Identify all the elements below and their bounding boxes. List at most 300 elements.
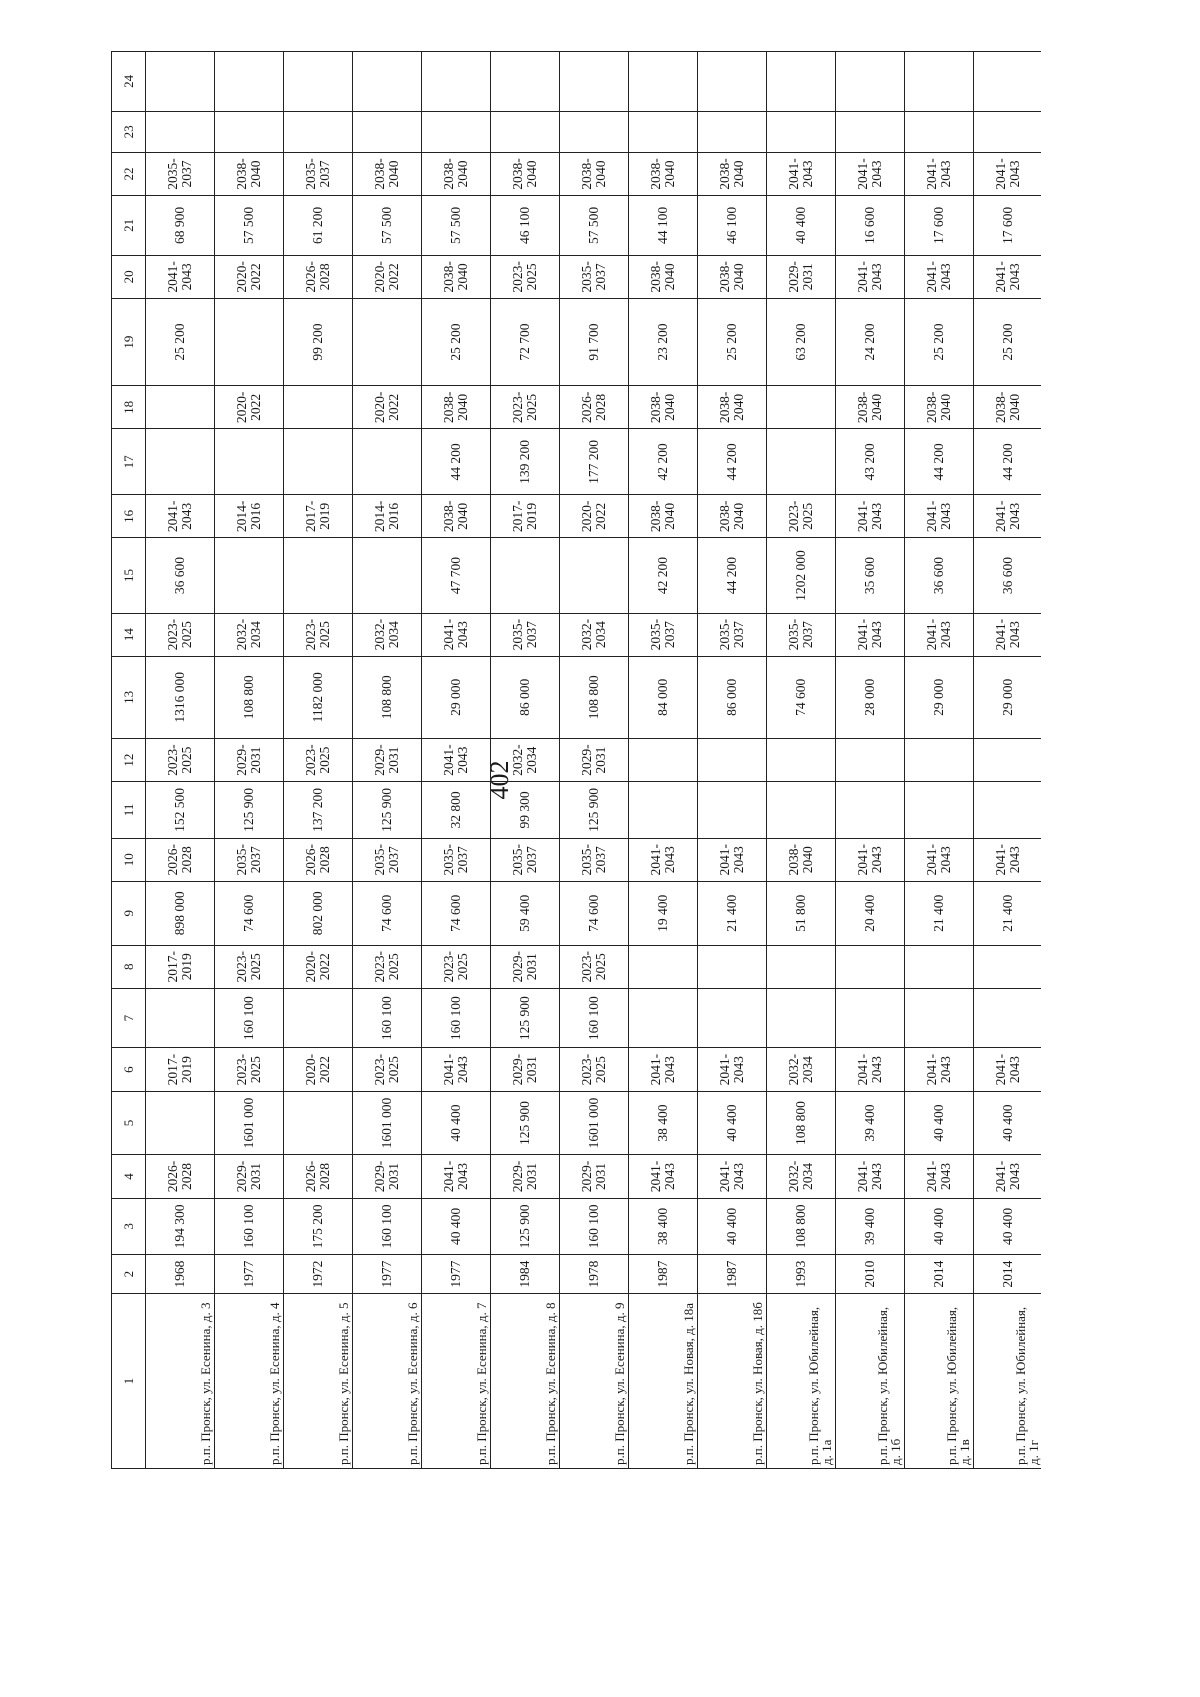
table-cell: 2023-2025 xyxy=(215,1048,284,1091)
table-cell: 2026-2028 xyxy=(146,1155,215,1198)
table-cell: 125 900 xyxy=(491,1198,560,1255)
table-cell xyxy=(215,538,284,613)
table-cell: 63 200 xyxy=(767,298,836,385)
table-cell: 2020-2022 xyxy=(215,255,284,298)
table-cell: 2038-2040 xyxy=(629,152,698,195)
column-number-row xyxy=(112,52,146,1469)
table-cell: 2029-2031 xyxy=(491,1048,560,1091)
table-cell: 29 000 xyxy=(422,656,491,738)
table-cell: 2020-2022 xyxy=(353,255,422,298)
table-cell: 36 600 xyxy=(905,538,974,613)
table-cell: 74 600 xyxy=(353,881,422,945)
table-cell: 2041-2043 xyxy=(836,613,905,656)
table-cell xyxy=(905,111,974,152)
table-cell: 2032-2034 xyxy=(767,1048,836,1091)
table-cell: 68 900 xyxy=(146,196,215,256)
table-cell: 2026-2028 xyxy=(146,838,215,881)
address-cell: р.п. Пронск, ул. Новая, д. 18а xyxy=(629,1294,698,1469)
table-cell: 43 200 xyxy=(836,429,905,495)
table-cell: 42 200 xyxy=(629,429,698,495)
table-cell: 44 100 xyxy=(629,196,698,256)
table-cell xyxy=(836,52,905,112)
table-cell: 125 900 xyxy=(215,782,284,839)
table-row xyxy=(560,52,629,1469)
table-cell: 2041-2043 xyxy=(905,1155,974,1198)
column-header-13: 13 xyxy=(112,656,146,738)
table-cell: 2038-2040 xyxy=(905,386,974,429)
table-cell: 2023-2025 xyxy=(215,945,284,988)
table-cell xyxy=(215,52,284,112)
table-cell: 2017-2019 xyxy=(146,945,215,988)
table-cell: 57 500 xyxy=(560,196,629,256)
table-cell: 194 300 xyxy=(146,1198,215,1255)
table-cell: 39 400 xyxy=(836,1091,905,1155)
table-cell xyxy=(353,111,422,152)
table-cell: 46 100 xyxy=(698,196,767,256)
table-cell: 2041-2043 xyxy=(422,1155,491,1198)
table-cell: 2029-2031 xyxy=(353,738,422,781)
table-cell: 2035-2037 xyxy=(767,613,836,656)
table-cell xyxy=(215,298,284,385)
table-cell: 160 100 xyxy=(215,1198,284,1255)
table-cell: 2035-2037 xyxy=(215,838,284,881)
column-header-19: 19 xyxy=(112,298,146,385)
table-cell: 125 900 xyxy=(491,1091,560,1155)
column-header-12: 12 xyxy=(112,738,146,781)
table-cell: 2026-2028 xyxy=(284,838,353,881)
table-cell xyxy=(767,988,836,1048)
table-cell: 19 400 xyxy=(629,881,698,945)
table-container xyxy=(111,51,1041,1469)
table-cell: 2029-2031 xyxy=(491,1155,560,1198)
table-cell xyxy=(629,52,698,112)
table-cell: 2035-2037 xyxy=(491,613,560,656)
table-cell: 2023-2025 xyxy=(491,386,560,429)
table-cell: 2032-2034 xyxy=(767,1155,836,1198)
table-cell: 2041-2043 xyxy=(905,1048,974,1091)
table-cell: 25 200 xyxy=(698,298,767,385)
address-cell: р.п. Пронск, ул. Есенина, д. 3 xyxy=(146,1294,215,1469)
table-cell: 2029-2031 xyxy=(560,1155,629,1198)
table-cell: 2038-2040 xyxy=(215,152,284,195)
table-cell xyxy=(146,111,215,152)
table-cell xyxy=(353,538,422,613)
table-cell: 2035-2037 xyxy=(284,152,353,195)
table-cell: 2032-2034 xyxy=(491,738,560,781)
table-cell xyxy=(905,945,974,988)
table-cell xyxy=(284,1091,353,1155)
table-cell xyxy=(491,52,560,112)
table-cell: 2038-2040 xyxy=(422,495,491,538)
table-header xyxy=(112,52,146,1469)
table-cell: 2041-2043 xyxy=(698,1048,767,1091)
table-cell xyxy=(422,111,491,152)
table-cell: 2032-2034 xyxy=(215,613,284,656)
table-cell: 2023-2025 xyxy=(422,945,491,988)
table-cell: 1987 xyxy=(629,1255,698,1294)
table-row xyxy=(284,52,353,1469)
table-cell: 2041-2043 xyxy=(905,255,974,298)
table-cell: 2026-2028 xyxy=(284,255,353,298)
table-cell: 2041-2043 xyxy=(629,1048,698,1091)
table-cell: 2035-2037 xyxy=(353,838,422,881)
column-header-16: 16 xyxy=(112,495,146,538)
table-cell: 2038-2040 xyxy=(422,152,491,195)
table-cell: 1968 xyxy=(146,1255,215,1294)
column-header-2: 2 xyxy=(112,1255,146,1294)
table-cell: 38 400 xyxy=(629,1091,698,1155)
table-cell: 2038-2040 xyxy=(767,838,836,881)
table-cell: 2041-2043 xyxy=(698,838,767,881)
table-cell: 2035-2037 xyxy=(698,613,767,656)
table-cell: 160 100 xyxy=(353,1198,422,1255)
table-cell: 2035-2037 xyxy=(560,838,629,881)
table-cell xyxy=(698,782,767,839)
table-cell: 99 200 xyxy=(284,298,353,385)
table-cell: 1601 000 xyxy=(215,1091,284,1155)
address-cell: р.п. Пронск, ул. Есенина, д. 5 xyxy=(284,1294,353,1469)
table-cell: 2041-2043 xyxy=(836,1048,905,1091)
rotated-table-frame xyxy=(111,51,1041,1469)
column-header-6: 6 xyxy=(112,1048,146,1091)
table-cell: 38 400 xyxy=(629,1198,698,1255)
column-header-9: 9 xyxy=(112,881,146,945)
table-cell xyxy=(767,782,836,839)
column-header-10: 10 xyxy=(112,838,146,881)
table-cell: 40 400 xyxy=(974,1198,1042,1255)
table-cell: 2041-2043 xyxy=(422,1048,491,1091)
table-cell: 16 600 xyxy=(836,196,905,256)
table-cell: 1601 000 xyxy=(353,1091,422,1155)
table-cell: 28 000 xyxy=(836,656,905,738)
page-number: 402 xyxy=(485,760,514,800)
table-cell: 25 200 xyxy=(146,298,215,385)
table-cell: 2020-2022 xyxy=(353,386,422,429)
table-cell xyxy=(215,111,284,152)
table-cell: 74 600 xyxy=(767,656,836,738)
table-cell: 17 600 xyxy=(905,196,974,256)
table-cell: 2020-2022 xyxy=(560,495,629,538)
table-cell: 86 000 xyxy=(491,656,560,738)
table-cell: 2038-2040 xyxy=(698,495,767,538)
table-cell: 2041-2043 xyxy=(767,152,836,195)
table-cell: 2038-2040 xyxy=(422,386,491,429)
table-cell: 2020-2022 xyxy=(284,1048,353,1091)
table-cell xyxy=(215,429,284,495)
table-cell: 2026-2028 xyxy=(560,386,629,429)
table-cell xyxy=(767,738,836,781)
table-cell: 74 600 xyxy=(215,881,284,945)
table-cell: 2038-2040 xyxy=(353,152,422,195)
table-cell: 35 600 xyxy=(836,538,905,613)
address-cell: р.п. Пронск, ул. Есенина, д. 7 xyxy=(422,1294,491,1469)
table-row xyxy=(491,52,560,1469)
table-cell: 137 200 xyxy=(284,782,353,839)
table-cell: 2041-2043 xyxy=(836,255,905,298)
table-cell: 2020-2022 xyxy=(284,945,353,988)
table-cell: 2023-2025 xyxy=(767,495,836,538)
column-header-22: 22 xyxy=(112,152,146,195)
table-cell: 2041-2043 xyxy=(146,495,215,538)
table-cell xyxy=(905,988,974,1048)
table-cell xyxy=(905,738,974,781)
table-cell: 2029-2031 xyxy=(491,945,560,988)
table-cell xyxy=(698,52,767,112)
table-cell xyxy=(284,52,353,112)
table-cell: 2041-2043 xyxy=(905,152,974,195)
table-cell xyxy=(146,1091,215,1155)
address-cell: р.п. Пронск, ул. Юбилейная, д. 1б xyxy=(836,1294,905,1469)
table-cell: 86 000 xyxy=(698,656,767,738)
address-cell: р.п. Пронск, ул. Есенина, д. 6 xyxy=(353,1294,422,1469)
table-cell: 51 800 xyxy=(767,881,836,945)
table-cell: 1987 xyxy=(698,1255,767,1294)
table-cell: 139 200 xyxy=(491,429,560,495)
table-cell: 108 800 xyxy=(353,656,422,738)
table-cell: 1972 xyxy=(284,1255,353,1294)
table-cell: 29 000 xyxy=(974,656,1042,738)
table-cell: 2041-2043 xyxy=(698,1155,767,1198)
table-cell: 74 600 xyxy=(422,881,491,945)
address-cell: р.п. Пронск, ул. Юбилейная, д. 1а xyxy=(767,1294,836,1469)
table-cell xyxy=(767,429,836,495)
table-cell: 2041-2043 xyxy=(146,255,215,298)
table-cell: 2035-2037 xyxy=(422,838,491,881)
address-cell: р.п. Пронск, ул. Есенина, д. 9 xyxy=(560,1294,629,1469)
table-cell: 2029-2031 xyxy=(353,1155,422,1198)
table-cell: 17 600 xyxy=(974,196,1042,256)
table-cell: 1978 xyxy=(560,1255,629,1294)
table-cell: 2041-2043 xyxy=(905,838,974,881)
table-cell: 1202 000 xyxy=(767,538,836,613)
table-cell: 2038-2040 xyxy=(629,255,698,298)
table-cell xyxy=(560,52,629,112)
table-cell xyxy=(146,429,215,495)
table-cell: 2035-2037 xyxy=(629,613,698,656)
address-cell: р.п. Пронск, ул. Юбилейная, д. 1г xyxy=(974,1294,1042,1469)
table-cell: 36 600 xyxy=(974,538,1042,613)
table-cell: 2032-2034 xyxy=(353,613,422,656)
column-header-24: 24 xyxy=(112,52,146,112)
table-cell: 2041-2043 xyxy=(905,495,974,538)
table-cell: 25 200 xyxy=(974,298,1042,385)
table-cell: 160 100 xyxy=(422,988,491,1048)
table-cell: 160 100 xyxy=(560,988,629,1048)
table-cell: 2023-2025 xyxy=(284,738,353,781)
table-cell: 2029-2031 xyxy=(215,1155,284,1198)
table-cell: 36 600 xyxy=(146,538,215,613)
column-header-11: 11 xyxy=(112,782,146,839)
table-cell: 2029-2031 xyxy=(560,738,629,781)
table-cell xyxy=(836,111,905,152)
table-cell: 1977 xyxy=(353,1255,422,1294)
table-cell xyxy=(560,111,629,152)
table-row xyxy=(146,52,215,1469)
table-cell xyxy=(698,945,767,988)
table-cell: 2023-2025 xyxy=(146,738,215,781)
table-cell: 40 400 xyxy=(905,1091,974,1155)
table-cell: 2041-2043 xyxy=(629,1155,698,1198)
table-cell: 152 500 xyxy=(146,782,215,839)
table-cell: 91 700 xyxy=(560,298,629,385)
table-cell: 2014-2016 xyxy=(215,495,284,538)
table-cell: 1977 xyxy=(422,1255,491,1294)
table-cell xyxy=(353,298,422,385)
table-cell: 175 200 xyxy=(284,1198,353,1255)
table-cell xyxy=(353,52,422,112)
table-cell xyxy=(146,52,215,112)
table-cell: 2041-2043 xyxy=(629,838,698,881)
table-cell: 2023-2025 xyxy=(284,613,353,656)
table-cell: 2041-2043 xyxy=(422,613,491,656)
table-cell xyxy=(767,111,836,152)
table-row xyxy=(353,52,422,1469)
table-cell: 2041-2043 xyxy=(974,255,1042,298)
table-cell: 177 200 xyxy=(560,429,629,495)
table-cell: 802 000 xyxy=(284,881,353,945)
table-row xyxy=(215,52,284,1469)
column-header-21: 21 xyxy=(112,196,146,256)
table-row xyxy=(422,52,491,1469)
table-row xyxy=(974,52,1042,1469)
table-cell: 2038-2040 xyxy=(836,386,905,429)
table-cell: 47 700 xyxy=(422,538,491,613)
table-cell: 2029-2031 xyxy=(215,738,284,781)
table-cell: 108 800 xyxy=(560,656,629,738)
table-cell: 40 400 xyxy=(905,1198,974,1255)
address-cell: р.п. Пронск, ул. Новая, д. 18б xyxy=(698,1294,767,1469)
table-cell: 2032-2034 xyxy=(560,613,629,656)
table-cell: 160 100 xyxy=(215,988,284,1048)
repair-schedule-table xyxy=(111,51,1041,1469)
table-cell xyxy=(284,538,353,613)
table-cell: 40 400 xyxy=(974,1091,1042,1155)
table-cell xyxy=(146,386,215,429)
table-cell: 2038-2040 xyxy=(629,386,698,429)
address-cell: р.п. Пронск, ул. Юбилейная, д. 1в xyxy=(905,1294,974,1469)
address-cell: р.п. Пронск, ул. Есенина, д. 8 xyxy=(491,1294,560,1469)
table-cell xyxy=(629,945,698,988)
table-cell: 57 500 xyxy=(422,196,491,256)
table-cell xyxy=(905,52,974,112)
table-cell xyxy=(974,111,1042,152)
table-row xyxy=(836,52,905,1469)
table-cell: 160 100 xyxy=(560,1198,629,1255)
table-cell: 1316 000 xyxy=(146,656,215,738)
table-cell xyxy=(974,782,1042,839)
table-cell: 25 200 xyxy=(422,298,491,385)
table-cell: 2041-2043 xyxy=(422,738,491,781)
table-cell: 29 000 xyxy=(905,656,974,738)
table-cell: 44 200 xyxy=(974,429,1042,495)
table-cell: 108 800 xyxy=(215,656,284,738)
table-cell xyxy=(491,111,560,152)
table-cell: 1993 xyxy=(767,1255,836,1294)
table-cell xyxy=(629,111,698,152)
table-cell: 57 500 xyxy=(353,196,422,256)
table-cell: 125 900 xyxy=(560,782,629,839)
table-cell xyxy=(560,538,629,613)
table-cell: 2041-2043 xyxy=(836,152,905,195)
column-header-1: 1 xyxy=(112,1294,146,1469)
table-cell: 898 000 xyxy=(146,881,215,945)
column-header-14: 14 xyxy=(112,613,146,656)
table-cell xyxy=(284,111,353,152)
table-cell: 2041-2043 xyxy=(836,1155,905,1198)
table-cell xyxy=(698,738,767,781)
table-cell: 44 200 xyxy=(698,429,767,495)
table-row xyxy=(629,52,698,1469)
table-cell: 2038-2040 xyxy=(698,386,767,429)
table-cell: 40 400 xyxy=(422,1198,491,1255)
table-cell: 2041-2043 xyxy=(836,495,905,538)
table-cell: 2041-2043 xyxy=(974,152,1042,195)
table-cell: 2041-2043 xyxy=(974,838,1042,881)
table-row xyxy=(767,52,836,1469)
table-cell: 2035-2037 xyxy=(491,838,560,881)
table-cell: 2041-2043 xyxy=(974,495,1042,538)
table-cell: 84 000 xyxy=(629,656,698,738)
table-cell xyxy=(353,429,422,495)
table-body xyxy=(146,52,1042,1469)
table-cell: 2038-2040 xyxy=(974,386,1042,429)
table-cell: 21 400 xyxy=(974,881,1042,945)
table-cell: 72 700 xyxy=(491,298,560,385)
table-cell: 2017-2019 xyxy=(146,1048,215,1091)
table-cell: 2041-2043 xyxy=(974,1155,1042,1198)
table-cell xyxy=(905,782,974,839)
table-cell: 44 200 xyxy=(698,538,767,613)
table-cell: 1601 000 xyxy=(560,1091,629,1155)
table-cell: 2023-2025 xyxy=(146,613,215,656)
table-row xyxy=(905,52,974,1469)
column-header-4: 4 xyxy=(112,1155,146,1198)
table-cell: 2014 xyxy=(974,1255,1042,1294)
table-cell: 2038-2040 xyxy=(629,495,698,538)
table-cell: 2029-2031 xyxy=(767,255,836,298)
table-cell: 2017-2019 xyxy=(284,495,353,538)
table-cell xyxy=(836,945,905,988)
table-cell: 2041-2043 xyxy=(974,613,1042,656)
table-cell: 46 100 xyxy=(491,196,560,256)
address-cell: р.п. Пронск, ул. Есенина, д. 4 xyxy=(215,1294,284,1469)
table-cell xyxy=(836,782,905,839)
column-header-7: 7 xyxy=(112,988,146,1048)
table-cell: 23 200 xyxy=(629,298,698,385)
column-header-18: 18 xyxy=(112,386,146,429)
table-cell: 25 200 xyxy=(905,298,974,385)
table-cell xyxy=(974,988,1042,1048)
table-cell: 21 400 xyxy=(698,881,767,945)
table-cell: 2026-2028 xyxy=(284,1155,353,1198)
table-cell: 99 300 xyxy=(491,782,560,839)
table-cell: 2010 xyxy=(836,1255,905,1294)
table-cell: 39 400 xyxy=(836,1198,905,1255)
table-cell xyxy=(284,386,353,429)
column-header-23: 23 xyxy=(112,111,146,152)
table-cell: 2041-2043 xyxy=(836,838,905,881)
table-cell xyxy=(698,111,767,152)
column-header-3: 3 xyxy=(112,1198,146,1255)
table-row xyxy=(698,52,767,1469)
table-cell: 2035-2037 xyxy=(146,152,215,195)
table-cell: 2023-2025 xyxy=(353,1048,422,1091)
table-cell xyxy=(629,738,698,781)
table-cell xyxy=(767,52,836,112)
table-cell xyxy=(767,386,836,429)
table-cell: 1984 xyxy=(491,1255,560,1294)
table-cell: 108 800 xyxy=(767,1091,836,1155)
